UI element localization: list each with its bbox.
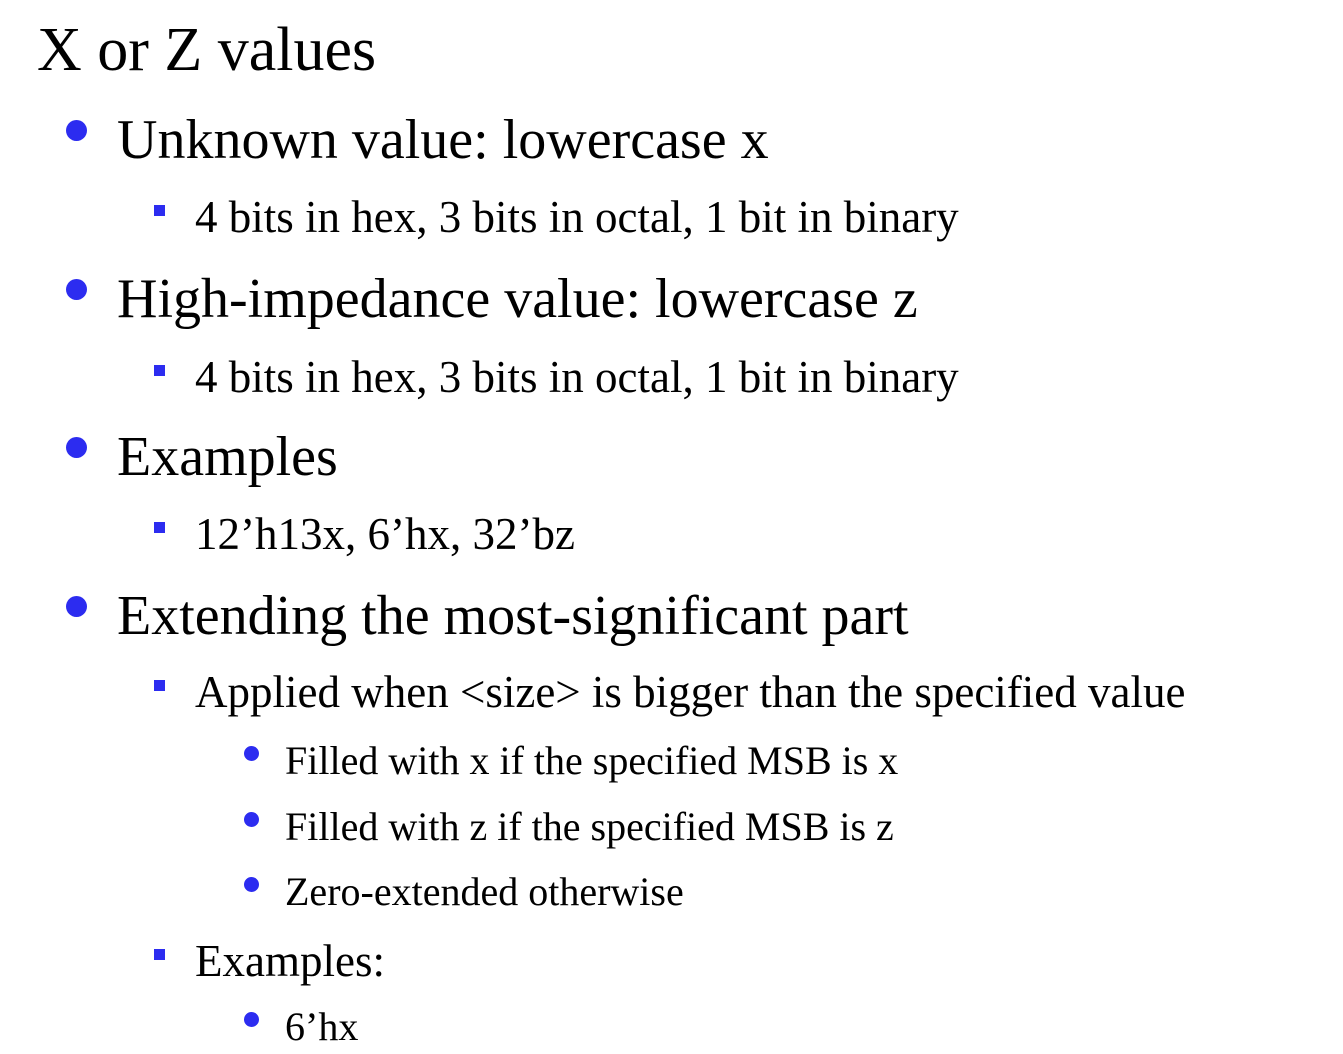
sub-sub-bullet-text: Filled with z if the specified MSB is z [285,804,894,849]
sub-bullet-text: Examples: [195,936,385,986]
bullet-dot-icon [244,877,259,892]
bullet-dot-icon [66,437,87,458]
sub-sub-bullet-text: Filled with x if the specified MSB is x [285,738,899,783]
bullet-dot-icon [244,1012,259,1027]
slide-title: X or Z values [37,16,377,84]
bullet-text: Unknown value: lowercase x [117,109,769,171]
sub-sub-bullet-text: Zero-extended otherwise [285,869,684,914]
bullet-dot-icon [66,120,87,141]
bullet-square-icon [154,949,165,960]
bullet-square-icon [154,522,165,533]
bullet-square-icon [154,680,165,691]
sub-bullet-text: 4 bits in hex, 3 bits in octal, 1 bit in binary [195,352,959,402]
bullet-dot-icon [244,746,259,761]
sub-bullet-text: 12’h13x, 6’hx, 32’bz [195,509,575,559]
bullet-dot-icon [244,812,259,827]
sub-bullet-text: 4 bits in hex, 3 bits in octal, 1 bit in binary [195,192,959,242]
bullet-text: Extending the most-significant part [117,585,909,647]
bullet-square-icon [154,365,165,376]
bullet-dot-icon [66,596,87,617]
sub-bullet-text: Applied when <size> is bigger than the specified value [195,667,1186,717]
bullet-text: Examples [117,426,338,488]
bullet-text: High-impedance value: lowercase z [117,268,918,330]
bullet-square-icon [154,205,165,216]
bullet-dot-icon [66,279,87,300]
sub-sub-bullet-text: 6’hx [285,1004,359,1049]
